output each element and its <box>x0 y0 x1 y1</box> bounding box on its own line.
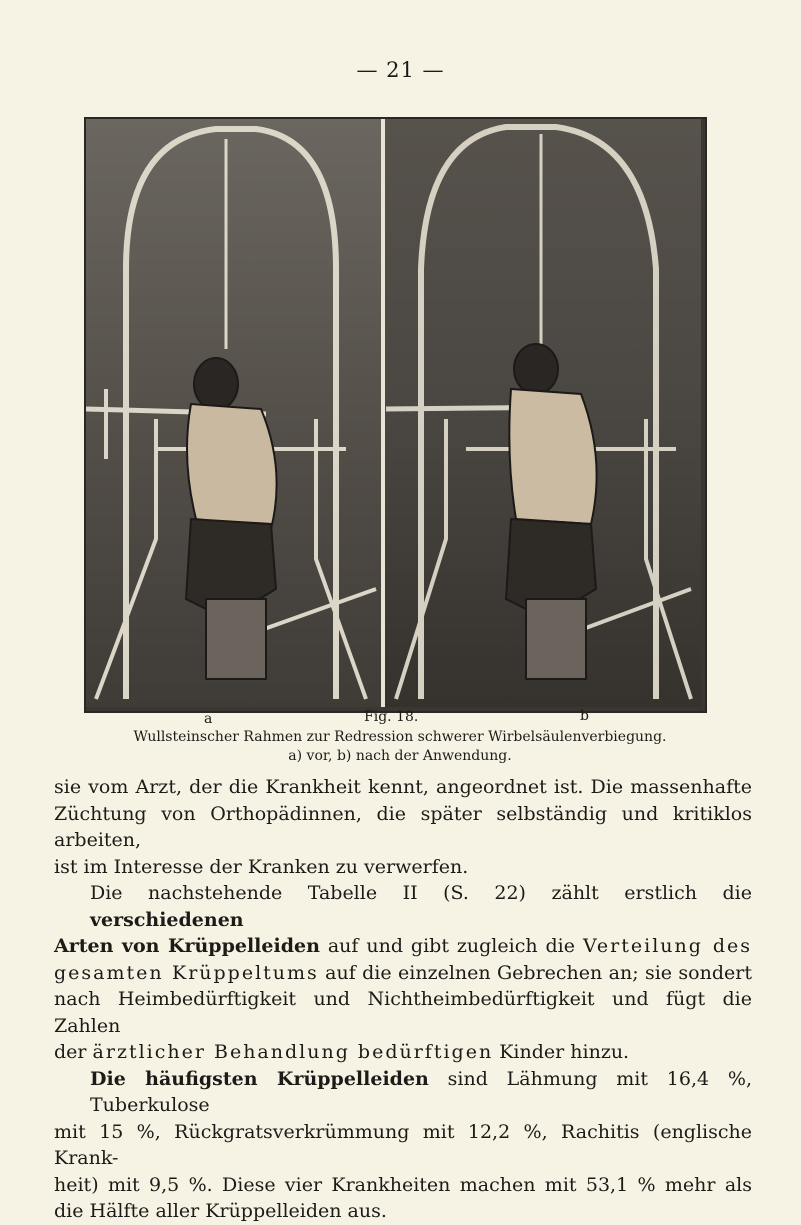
figure-letter-a: a <box>204 711 213 727</box>
text-line: Arten von Krüppelleiden auf und gibt zugleich die Verteilung des <box>54 935 752 957</box>
text-line: die Hälfte aller Krüppelleiden aus. <box>54 1200 387 1222</box>
page-number: — 21 — <box>356 58 445 82</box>
text-line: ist im Interesse der Kranken zu verwerfen. <box>54 855 469 878</box>
text-line: Die häufigsten Krüppelleiden sind Lähmung mit 16,4 %, Tuberkulose <box>90 1067 752 1116</box>
figure-photograph <box>84 117 707 713</box>
figure-label: Fig. 18. <box>364 709 419 725</box>
paragraph-3 <box>54 1066 752 1225</box>
paragraph-2 <box>54 880 752 1066</box>
text-line: mit 15 %, Rückgratsverkrümmung mit 12,2 %, Rachitis (englische Krank- <box>54 1120 752 1169</box>
figure-letter-b: b <box>580 708 589 724</box>
paragraph-1 <box>54 774 752 880</box>
text-line: nach Heimbedürftigkeit und Nichtheimbedürftigkeit und fügt die Zahlen <box>54 988 752 1037</box>
text-line: sie vom Arzt, der die Krankheit kennt, angeordnet ist. Die massenhafte <box>54 776 752 798</box>
text-line: der ärztlicher Behandlung bedürftigen Kinder hinzu. <box>54 1041 630 1063</box>
text-line: Die nachstehende Tabelle II (S. 22) zählt erstlich die verschiedenen <box>90 882 752 931</box>
photograph-image <box>86 119 701 707</box>
figure-caption-line2: a) vor, b) nach der Anwendung. <box>288 748 512 764</box>
text-line: Züchtung von Orthopädinnen, die später selbständig und kritiklos arbeiten, <box>54 802 752 851</box>
text-line: heit) mit 9,5 %. Diese vier Krankheiten machen mit 53,1 % mehr als <box>54 1173 752 1196</box>
figure-caption-line1: Wullsteinscher Rahmen zur Redression schwerer Wirbelsäulenverbiegung. <box>133 729 667 745</box>
text-line: gesamten Krüppeltums auf die einzelnen Gebrechen an; sie sondert <box>54 961 752 984</box>
body-text <box>54 774 752 1225</box>
